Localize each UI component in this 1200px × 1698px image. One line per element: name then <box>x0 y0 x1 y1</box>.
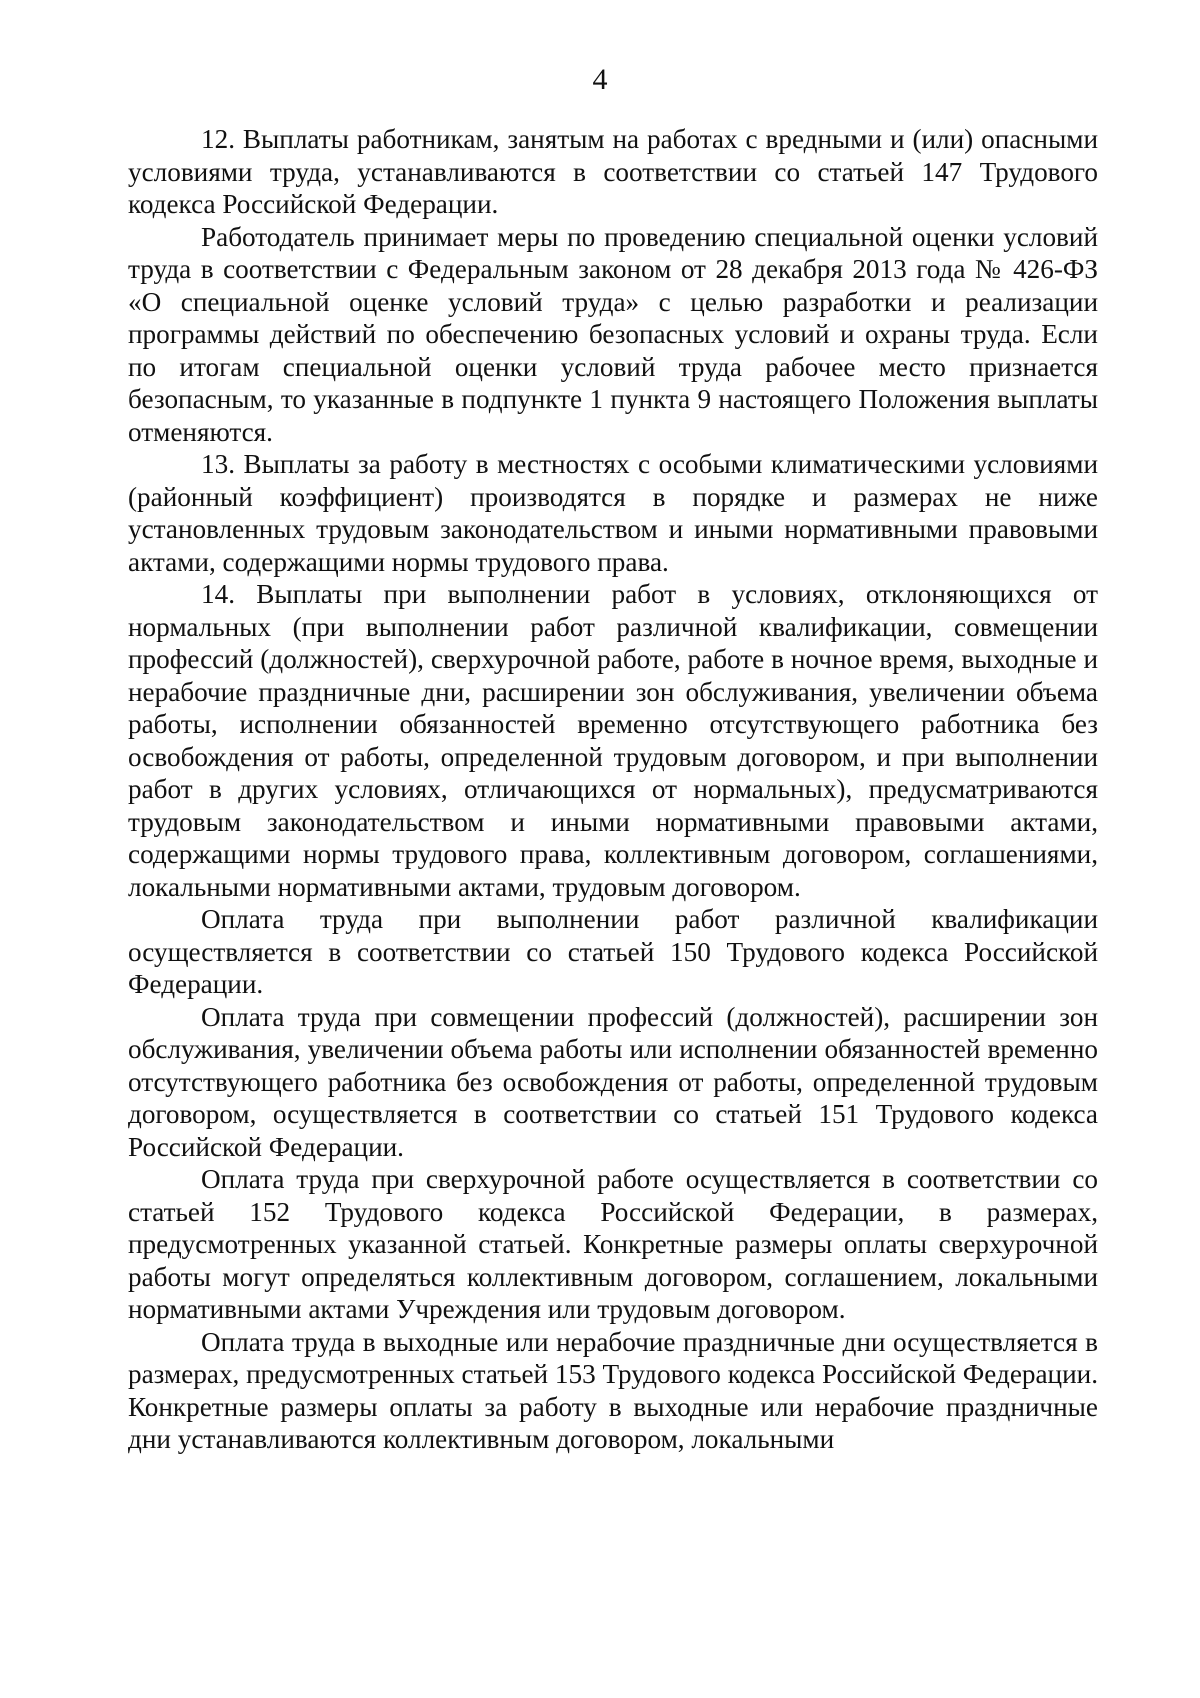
paragraph-combining-professions: Оплата труда при совмещении профессий (должностей), расширении зон обслуживания, увеличении объема работы или исполнении обязанностей временно отсутствующего работника без освобождения от работы, определенной трудовым договором, осуществляется в соответствии со статьей 151 Трудового кодекса Российской Федерации. <box>128 1001 1098 1162</box>
page-number: 4 <box>592 63 608 96</box>
paragraph-14-abnormal-conditions: 14. Выплаты при выполнении работ в условиях, отклоняющихся от нормальных (при выполнении работ различной квалификации, совмещении профессий (должностей), сверхурочной работе, работе в ночное время, выходные и нерабочие праздничные дни, расширении зон обслуживания, увеличении объема работы, исполнении обязанностей временно отсутствующего работника без освобождения от работы, определенной трудовым договором, и при выполнении работ в других условиях, отличающихся от нормальных), предусматриваются трудовым законодательством и иными нормативными правовыми актами, содержащими нормы трудового права, коллективным договором, соглашениями, локальными нормативными актами, трудовым договором. <box>128 579 1098 902</box>
paragraph-overtime: Оплата труда при сверхурочной работе осуществляется в соответствии со статьей 152 Трудового кодекса Российской Федерации, в размерах, предусмотренных указанной статьей. Конкретные размеры оплаты сверхурочной работы могут определяться коллективным договором, соглашением, локальными нормативными актами Учреждения или трудовым договором. <box>128 1164 1098 1324</box>
paragraph-special-assessment: Работодатель принимает меры по проведению специальной оценки условий труда в соответствии с Федеральным законом от 28 декабря 2013 года № 426-ФЗ «О специальной оценке условий труда» с целью разработки и реализации программы действий по обеспечению безопасных условий и охраны труда. Если по итогам специальной оценки условий труда рабочее место признается безопасным, то указанные в подпункте 1 пункта 9 настоящего Положения выплаты отменяются. <box>128 221 1098 447</box>
document-body <box>128 123 1098 1456</box>
paragraph-13-climatic-conditions: 13. Выплаты за работу в местностях с особыми климатическими условиями (районный коэффициент) производятся в порядке и размерах не ниже установленных трудовым законодательством и иными нормативными правовыми актами, содержащими нормы трудового права. <box>128 449 1098 577</box>
paragraph-weekend-holidays: Оплата труда в выходные или нерабочие праздничные дни осуществляется в размерах, предусмотренных статьей 153 Трудового кодекса Российской Федерации. Конкретные размеры оплаты за работу в выходные или нерабочие праздничные дни устанавливаются коллективным договором, локальными <box>128 1326 1098 1454</box>
paragraph-12-harmful-conditions: 12. Выплаты работникам, занятым на работах с вредными и (или) опасными условиями труда, устанавливаются в соответствии со статьей 147 Трудового кодекса Российской Федерации. <box>128 124 1098 219</box>
paragraph-different-qualification: Оплата труда при выполнении работ различной квалификации осуществляется в соответствии со статьей 150 Трудового кодекса Российской Федерации. <box>128 904 1098 999</box>
